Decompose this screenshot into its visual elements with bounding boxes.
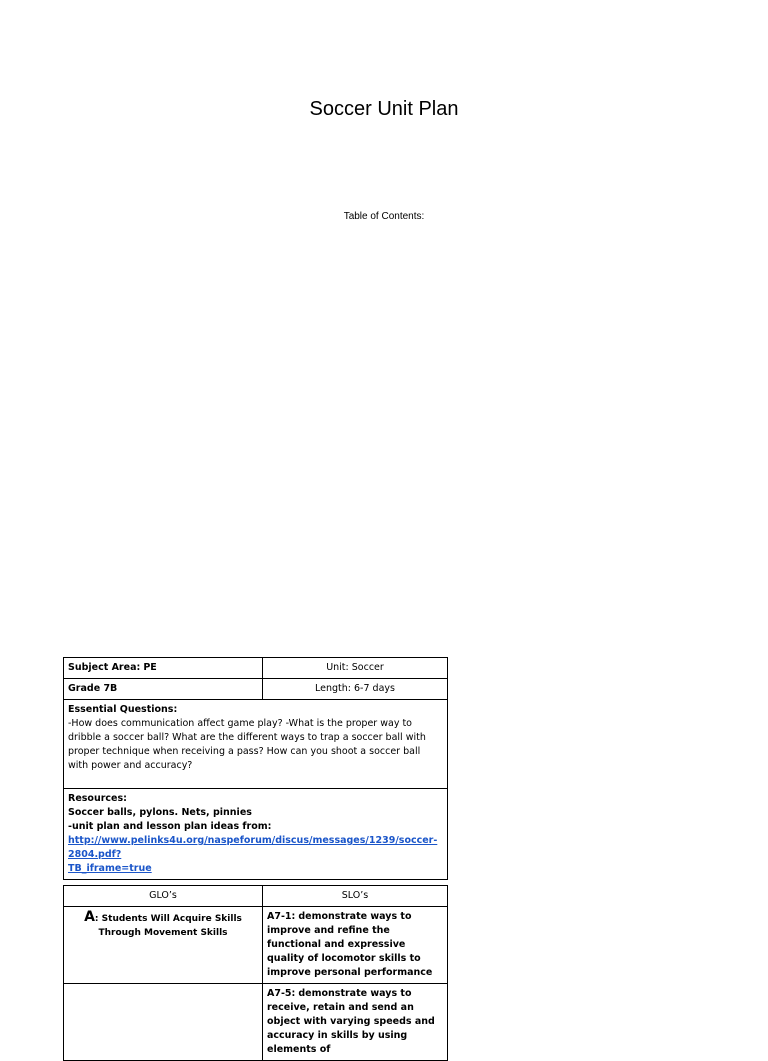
glo-empty-cell [64,984,263,1061]
resources-ideas: -unit plan and lesson plan ideas from: [68,821,272,832]
subject-area-value: PE [143,662,157,673]
length-cell [263,679,448,700]
glo-a-text: : Students Will Acquire Skills Through Movement Skills [94,914,242,938]
unit-value: Soccer [351,662,384,673]
slo-a7-5-text: demonstrate ways to receive, retain and send an object with varying speeds and accuracy in skills by using elements of [267,988,435,1055]
essential-questions-cell [64,700,448,789]
resource-link-continued[interactable]: TB_iframe=true [68,863,152,874]
length-label: Length: [315,683,351,694]
page-title: Soccer Unit Plan [309,98,459,120]
slo-a7-1-code: A7-1: [267,911,296,922]
resource-link[interactable]: http://www.pelinks4u.org/naspeforum/discus/messages/1239/soccer-2804.pdf? [68,835,438,860]
slo-header: SLO’s [263,886,448,907]
resources-items: Soccer balls, pylons. Nets, pinnies [68,807,252,818]
unit-cell [263,658,448,679]
unit-plan-table [63,657,448,880]
glo-a-cell [64,907,263,984]
table-of-contents-label: Table of Contents: [343,211,425,222]
grade-cell: Grade 7B [64,679,263,700]
slo-a7-5-code: A7-5: [267,988,296,999]
length-value: 6-7 days [354,683,395,694]
outcomes-table [63,885,448,1061]
unit-label: Unit: [326,662,349,673]
slo-a7-1-cell [263,907,448,984]
glo-header: GLO’s [64,886,263,907]
glo-a-letter: A [84,909,95,925]
slo-a7-5-cell [263,984,448,1061]
slo-a7-1-text: demonstrate ways to improve and refine the functional and expressive quality of locomotor skills to improve personal performance [267,911,433,978]
subject-area-cell [64,658,263,679]
subject-area-label: Subject Area: [68,662,141,673]
resources-cell [64,789,448,880]
resources-label: Resources: [68,793,127,804]
essential-questions-text: -How does communication affect game play? -What is the proper way to dribble a soccer ball? What are the different ways to trap a soccer ball with proper technique when receiving a pass? How can you shoot a soccer ball with power and accuracy? [68,718,426,771]
essential-questions-label: Essential Questions: [68,704,178,715]
